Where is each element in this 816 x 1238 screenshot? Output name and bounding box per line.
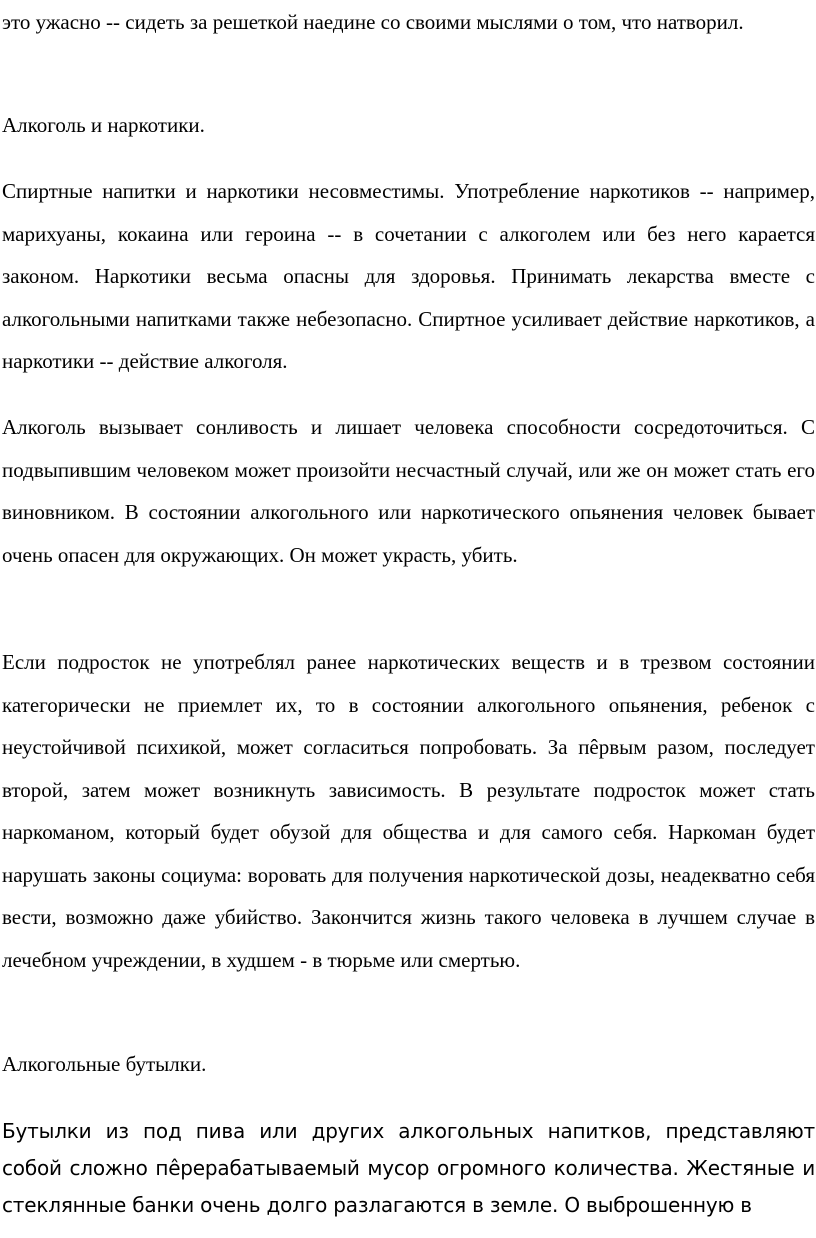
paragraph-drowsiness: Алкоголь вызывает сонливость и лишает человека способности сосредоточиться. С подвыпившим человеком может произойти несчастный случай, или же он может стать его виновником. В состоянии алкогольного или наркотического опьянения человек бывает очень опасен для окружающих. Он может украсть, убить.	[2, 415, 815, 567]
paragraph-intro: это ужасно -- сидеть за решеткой наедине со своими мыслями о том, что натворил.	[2, 10, 744, 34]
paragraph-teenager: Если подросток не употреблял ранее наркотических веществ и в трезвом состоянии категорически не приемлет их, то в состоянии алкогольного опьянения, ребенок с неустойчивой психикой, может согласиться попробовать. За пêрвым разом, последует второй, затем может возникнуть зависимость. В результате подросток может стать наркоманом, который будет обузой для общества и для самого себя. Наркоман будет нарушать законы социума: воровать для получения наркотической дозы, неадекватно себя вести, возможно даже убийство. Закончится жизнь такого человека в лучшем случае в лечебном учреждении, в худшем - в тюрьме или смертью.	[2, 650, 815, 972]
heading-alcohol-bottles: Алкогольные бутылки.	[2, 1052, 207, 1076]
paragraph-drugs: Спиртные напитки и наркотики несовместимы. Употребление наркотиков -- например, марихуаны, кокаина или героина -- в сочетании с алкоголем или без него карается законом. Наркотики весьма опасны для здоровья. Принимать лекарства вместе с алкогольными напитками также небезопасно. Спиртное усиливает действие наркотиков, а наркотики -- действие алкоголя.	[2, 179, 815, 373]
heading-alcohol-and-drugs: Алкоголь и наркотики.	[2, 113, 205, 137]
paragraph-bottles: Бутылки из под пива или других алкогольных напитков, представляют собой сложно пêрерабатываемый мусор огромного количества. Жестяные и стеклянные банки очень долго разлагаются в земле. О выброшенную в	[2, 1119, 815, 1217]
